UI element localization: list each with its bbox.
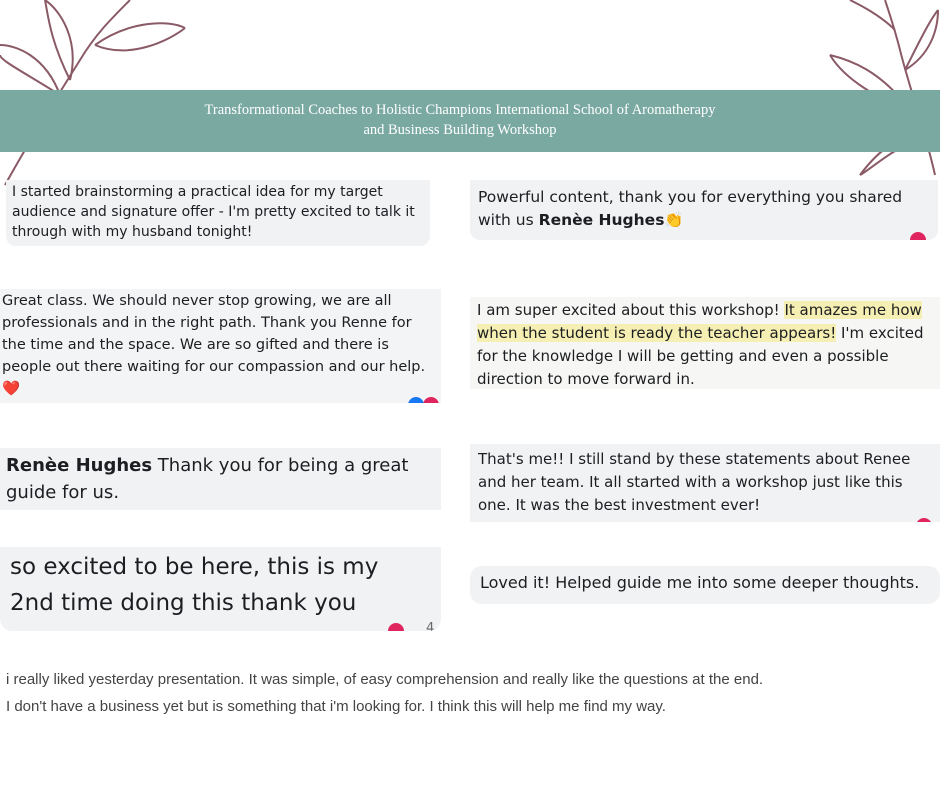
author-mention: Renèe Hughes bbox=[538, 211, 665, 229]
testimonial-card-1 bbox=[6, 180, 430, 246]
testimonial-plain-line-2: I don't have a business yet but is something that i'm looking for. I think this will help me find my way. bbox=[6, 698, 666, 715]
testimonial-text-body: Great class. We should never stop growing, we are all professionals and in the right path. Thank you Renne for the time and the space. We are so gifted and there is people out there waiting for our compassion and our help. bbox=[2, 293, 426, 375]
testimonial-text-end: I'm excited for the knowledge I will be getting and even a possible direction to move forward in. bbox=[477, 324, 924, 388]
banner-title-line1: Transformational Coaches to Holistic Champions International School of Aromatherapy bbox=[204, 102, 716, 118]
highlighted-quote: It amazes me how when the student is ready the teacher appears! bbox=[477, 301, 922, 342]
testimonial-card-7 bbox=[0, 547, 441, 631]
testimonial-text: That's me!! I still stand by these statements about Renee and her team. It all started with a workshop just like this one. It was the best investment ever! bbox=[478, 450, 911, 514]
testimonial-text-body: Thank you for being a great guide for us. bbox=[6, 455, 409, 503]
testimonial-text-body: I am super excited about this workshop! bbox=[477, 301, 785, 319]
reaction-icon bbox=[916, 518, 932, 522]
testimonial-card-3 bbox=[0, 289, 441, 403]
testimonial-plain-line-1: i really liked yesterday presentation. It was simple, of easy comprehension and really like the questions at the end. bbox=[6, 671, 764, 688]
testimonial-text bbox=[6, 452, 436, 506]
testimonial-text: so excited to be here, this is my 2nd time doing this thank you bbox=[10, 554, 379, 616]
header-banner bbox=[0, 90, 940, 152]
testimonial-card-2 bbox=[470, 180, 938, 240]
testimonial-text: I started brainstorming a practical idea for my target audience and signature offer - I'm pretty excited to talk it through with my husband tonight! bbox=[12, 184, 415, 240]
testimonial-card-5 bbox=[0, 448, 441, 510]
author-mention: Renèe Hughes bbox=[6, 455, 153, 476]
clap-emoji-icon: 👏 bbox=[664, 211, 684, 229]
testimonial-text: Loved it! Helped guide me into some deeper thoughts. bbox=[480, 573, 920, 592]
banner-title-line2: and Business Building Workshop bbox=[363, 122, 557, 138]
testimonial-card-4 bbox=[470, 297, 940, 389]
testimonial-card-8 bbox=[470, 566, 940, 604]
banner-title bbox=[150, 100, 770, 140]
reaction-count: 4 bbox=[426, 621, 435, 631]
heart-emoji-icon: ❤️ bbox=[2, 381, 21, 397]
testimonial-text bbox=[478, 186, 928, 232]
heart-reaction-icon bbox=[388, 623, 404, 631]
reaction-icon bbox=[910, 232, 926, 240]
testimonial-text bbox=[477, 299, 937, 389]
testimonial-text bbox=[2, 290, 438, 400]
testimonial-text-body: Powerful content, thank you for everything you shared with us bbox=[478, 188, 903, 229]
testimonial-card-6 bbox=[470, 444, 940, 522]
